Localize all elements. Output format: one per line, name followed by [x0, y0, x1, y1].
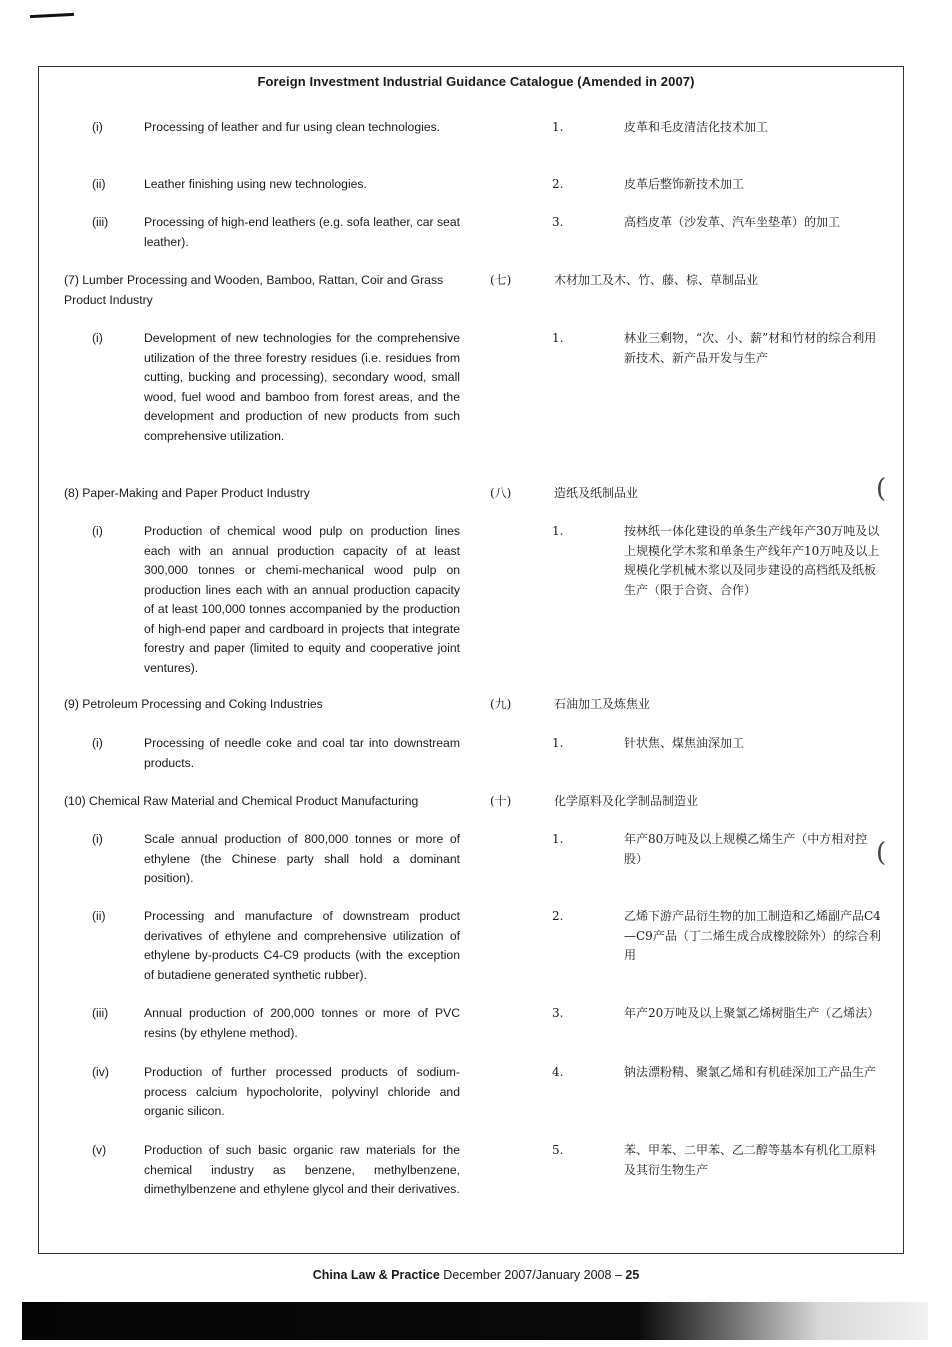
- footer-date: December 2007/January 2008 –: [439, 1268, 626, 1282]
- section-title-cn: 化学原料及化学制品制造业: [554, 794, 699, 808]
- item-number-cn: 4.: [552, 1065, 564, 1079]
- item-number-cn: 2.: [552, 177, 564, 191]
- item-text-en: Production of such basic organic raw materials for the chemical industry as benzene, methylbenzene, dimethylbenzene and ethylene glycol and their derivatives.: [144, 1143, 460, 1196]
- item-text-cn: 皮革和毛皮清洁化技术加工: [624, 120, 769, 134]
- footer-brand: China Law & Practice: [312, 1268, 440, 1282]
- section-number-cn: (十): [490, 794, 512, 808]
- item-text-en: Scale annual production of 800,000 tonnes or more of ethylene (the Chinese party shall hold a dominant position).: [144, 832, 460, 885]
- item-number-en: (iii): [92, 1006, 109, 1020]
- item-number-cn: 1.: [552, 331, 564, 345]
- section-title-en: (7) Lumber Processing and Wooden, Bamboo, Rattan, Coir and Grass Product Industry: [64, 273, 444, 307]
- section-number-cn: (八): [490, 486, 512, 500]
- corner-scan-mark: [30, 13, 74, 18]
- item-text-cn: 钠法漂粉精、聚氯乙烯和有机硅深加工产品生产: [624, 1065, 877, 1079]
- item-number-en: (iv): [92, 1065, 109, 1079]
- item-number-cn: 5.: [552, 1143, 564, 1157]
- item-number-en: (ii): [92, 909, 106, 923]
- item-text-en: Production of chemical wood pulp on production lines each with an annual production capacity of at least 300,000 tonnes or chemi-mechanical wood pulp on production lines each with an annual production capacity of at least 100,000 tonnes accompanied by the production of high-end paper and cardboard in projects that integrate forestry and paper (limited to equity and cooperative joint ventures).: [144, 524, 460, 675]
- margin-scan-mark: (: [876, 474, 887, 504]
- item-text-cn: 针状焦、煤焦油深加工: [624, 736, 745, 750]
- section-title-en: (8) Paper-Making and Paper Product Industry: [64, 486, 310, 500]
- page-footer: [0, 1268, 952, 1282]
- section-title-en: (9) Petroleum Processing and Coking Industries: [64, 697, 323, 711]
- item-text-cn: 按林纸一体化建设的单条生产线年产30万吨及以上规模化学木浆和单条生产线年产10万吨及以上规模化学机械木浆以及同步建设的高档纸及纸板生产（限于合资、合作）: [624, 524, 880, 597]
- item-number-cn: 1.: [552, 524, 564, 538]
- item-number-cn: 1.: [552, 736, 564, 750]
- item-number-cn: 1.: [552, 832, 564, 846]
- item-number-en: (iii): [92, 215, 109, 229]
- item-text-en: Processing of leather and fur using clean technologies.: [144, 120, 441, 134]
- margin-scan-mark: (: [876, 838, 887, 868]
- item-text-en: Leather finishing using new technologies.: [144, 177, 367, 191]
- item-text-en: Processing and manufacture of downstream product derivatives of ethylene and comprehensive utilization of ethylene by-products C4-C9 products (with the exception of butadiene generated synthetic rubber).: [144, 909, 460, 982]
- bottom-scan-bar: [22, 1302, 928, 1340]
- page-number: 25: [625, 1268, 640, 1282]
- section-number-cn: (九): [490, 697, 512, 711]
- item-number-en: (i): [92, 524, 103, 538]
- item-text-en: Processing of needle coke and coal tar into downstream products.: [144, 736, 460, 770]
- item-number-en: (v): [92, 1143, 107, 1157]
- item-text-cn: 苯、甲苯、二甲苯、乙二醇等基本有机化工原料及其衍生物生产: [624, 1143, 877, 1177]
- item-number-en: (i): [92, 120, 103, 134]
- item-number-cn: 1.: [552, 120, 564, 134]
- item-number-en: (ii): [92, 177, 106, 191]
- item-text-cn: 年产80万吨及以上规模乙烯生产（中方相对控股）: [624, 832, 868, 866]
- item-text-en: Development of new technologies for the comprehensive utilization of the three forestry residues (i.e. residues from cutting, bucking and processing), secondary wood, small wood, fuel wood and bamboo from forest areas, and the development and production of new products from such comprehensive utilization.: [144, 331, 460, 443]
- item-text-cn: 林业三剩物，“次、小、薪”材和竹材的综合利用新技术、新产品开发与生产: [624, 331, 877, 365]
- item-text-cn: 皮革后整饰新技术加工: [624, 177, 745, 191]
- section-title-cn: 石油加工及炼焦业: [554, 697, 651, 711]
- page-header-title: Foreign Investment Industrial Guidance Catalogue (Amended in 2007): [257, 74, 695, 89]
- item-number-cn: 3.: [552, 1006, 564, 1020]
- section-title-cn: 木材加工及木、竹、藤、棕、草制品业: [554, 273, 759, 287]
- item-text-cn: 年产20万吨及以上聚氯乙烯树脂生产（乙烯法）: [624, 1006, 880, 1020]
- item-number-en: (i): [92, 331, 103, 345]
- item-number-cn: 3.: [552, 215, 564, 229]
- item-text-en: Processing of high-end leathers (e.g. sofa leather, car seat leather).: [144, 215, 460, 249]
- section-number-cn: (七): [490, 273, 512, 287]
- item-text-cn: 高档皮革（沙发革、汽车坐垫革）的加工: [624, 215, 841, 229]
- section-title-cn: 造纸及纸制品业: [554, 486, 639, 500]
- item-text-en: Annual production of 200,000 tonnes or more of PVC resins (by ethylene method).: [144, 1006, 460, 1040]
- item-number-cn: 2.: [552, 909, 564, 923]
- section-title-en: (10) Chemical Raw Material and Chemical Product Manufacturing: [64, 794, 419, 808]
- item-number-en: (i): [92, 736, 103, 750]
- item-text-cn: 乙烯下游产品衍生物的加工制造和乙烯副产品C4—C9产品（丁二烯生成合成橡胶除外）的综合利用: [624, 909, 881, 962]
- item-number-en: (i): [92, 832, 103, 846]
- item-text-en: Production of further processed products of sodium-process calcium hypocholorite, polyvinyl chloride and organic silicon.: [144, 1065, 460, 1118]
